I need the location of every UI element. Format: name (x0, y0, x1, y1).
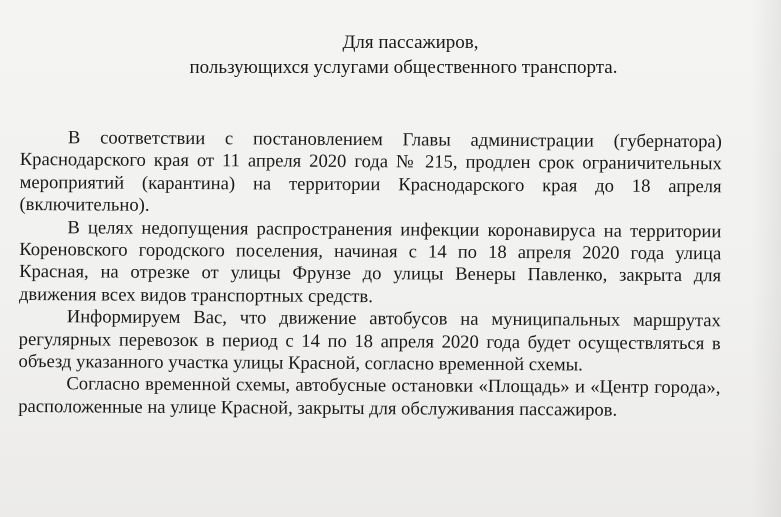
paragraph-bus-detour: Информируем Вас, что движение автобусов на муниципальных маршрутах регулярных перевозок в период с 14 по 18 апреля 2020 года будет осуществляться в объезд указанного участка улицы Красной, согласно временной схемы. (18, 306, 721, 376)
header-line-2: пользующихся услугами общественного транспорта. (189, 57, 618, 78)
header-line-1: Для пассажиров, (342, 32, 479, 53)
paragraph-street-closure: В целях недопущения распространения инфекции коронавируса на территории Кореновского городского поселения, начиная с 14 по 18 апреля 2020 года улица Красная, на отрезке от улицы Фрунзе до улицы Венеры Павленко, закрыта для движения всех видов транспортных средств. (18, 216, 722, 308)
document-body (18, 127, 722, 423)
paragraph-stops-closed: Согласно временной схемы, автобусные остановки «Площадь» и «Центр города», расположенные на улице Красной, закрыты для обслуживания пассажиров. (18, 373, 721, 421)
document-header (0, 30, 781, 80)
page-edge-shadow (751, 0, 781, 517)
paragraph-quarantine-extension: В соответствии с постановлением Главы администрации (губернатора) Краснодарского края от 11 апреля 2020 года № 215, продлен срок ограничительных мероприятий (карантина) на территории Краснодарского края до 18 апреля (включительно). (19, 127, 722, 217)
